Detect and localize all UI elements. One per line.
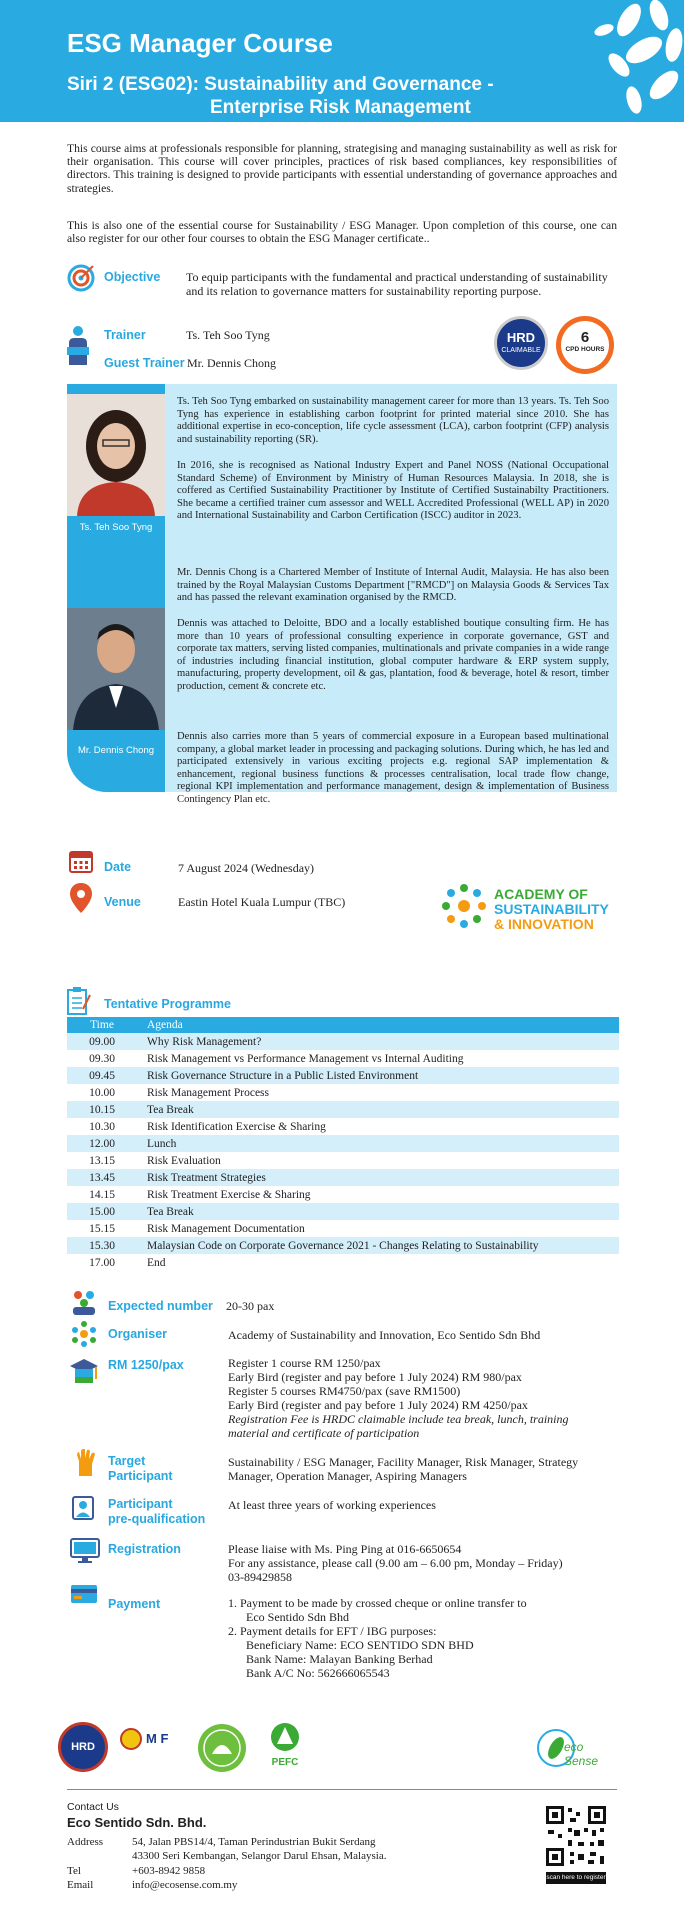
registration-line-1: Please liaise with Ms. Ping Ping at 016-6650654 [228,1542,462,1556]
dennis-chong-photo [67,608,165,730]
course-subtitle-line1: Siri 2 (ESG02): Sustainability and Governance - [67,74,494,95]
programme-header-row [67,1017,619,1033]
programme-row [67,1101,619,1118]
dennis-bio-paragraph-2: Dennis was attached to Deloitte, BDO and a locally established boutique consulting firm. He has more than 10 years of professional consulting experience in corporate governance, GST and corporate tax matters, serving listed companies, multinationals and private companies in a wide range of industries including financial institution, global computer hardware & ERP system supply, manufacturing, property development, oil & gas, plantation, food & beverage, hotel & resort, timber production, cement & concrete etc. [177,618,609,692]
course-title: ESG Manager Course [67,28,333,58]
programme-heading: Tentative Programme [104,997,231,1011]
programme-agenda-cell: Risk Management vs Performance Management vs Internal Auditing [137,1050,619,1067]
fee-line-3: Register 5 courses RM4750/pax (save RM1500) [228,1384,461,1398]
programme-agenda-cell: Malaysian Code on Corporate Governance 2021 - Changes Relating to Sustainability [137,1237,619,1254]
programme-time-cell: 15.00 [67,1203,137,1220]
email-label: Email [67,1879,94,1891]
programme-time-cell: 14.15 [67,1186,137,1203]
prequal-label-2: pre-qualification [108,1512,206,1526]
fee-line-1: Register 1 course RM 1250/pax [228,1356,381,1370]
teh-soo-tyng-caption: Ts. Teh Soo Tyng [79,522,153,533]
programme-row [67,1203,619,1220]
fee-line-4: Early Bird (register and pay before 1 July 2024) RM 4250/pax [228,1398,528,1412]
programme-time-cell: 13.15 [67,1152,137,1169]
programme-agenda-cell: Tea Break [137,1101,619,1118]
programme-row [67,1152,619,1169]
registration-monitor-icon [70,1538,100,1564]
venue-label: Venue [104,895,141,909]
fee-line-2: Early Bird (register and pay before 1 July 2024) RM 980/pax [228,1370,522,1384]
trainer-name: Ts. Teh Soo Tyng [186,328,270,342]
programme-body [67,1033,619,1271]
prequal-label-1: Participant [108,1497,173,1511]
pre-qualification-icon [70,1495,96,1521]
hrd-logo-text: HRD [71,1741,95,1753]
intro-paragraph-1: This course aims at professionals responsible for planning, strategising and managing sustainability as well as risk for their organisation. This course will cover principles, practices of risk based compliances, key responsibilities of directors. This training is designed to provide participants with essential understanding of governance approaches and strategies. [67,142,617,195]
programme-agenda-cell: Risk Management Process [137,1084,619,1101]
expected-number-label: Expected number [108,1299,213,1313]
tel-label: Tel [67,1865,81,1877]
programme-agenda-cell: Risk Treatment Strategies [137,1169,619,1186]
tel-value: +603-8942 9858 [132,1865,206,1877]
programme-row [67,1169,619,1186]
academy-line1: ACADEMY OF [494,886,588,902]
payment-line-2c: Bank Name: Malayan Banking Berhad [246,1652,433,1666]
programme-time-cell: 10.00 [67,1084,137,1101]
contact-heading: Contact Us [67,1801,119,1813]
payment-line-2d: Bank A/C No: 562666065543 [246,1666,390,1680]
organiser-label: Organiser [108,1327,168,1341]
programme-agenda-cell: Risk Governance Structure in a Public Listed Environment [137,1067,619,1084]
dennis-chong-caption: Mr. Dennis Chong [77,745,155,756]
prequal-value: At least three years of working experiences [228,1498,436,1512]
programme-agenda-cell: End [137,1254,619,1271]
programme-row [67,1237,619,1254]
footer-divider [67,1789,617,1790]
intro-paragraph-2: This is also one of the essential course for Sustainability / ESG Manager. Upon completion of this course, one can also register for our other four courses to obtain the ESG Manager certificate.. [67,219,617,246]
programme-agenda-cell: Tea Break [137,1203,619,1220]
programme-agenda-cell: Lunch [137,1135,619,1152]
programme-row [67,1033,619,1050]
programme-time-cell: 15.15 [67,1220,137,1237]
cpd-hours-badge [556,316,614,374]
programme-time-cell: 15.30 [67,1237,137,1254]
registration-line-3: 03-89429858 [228,1570,292,1584]
programme-row [67,1254,619,1271]
address-line-2: 43300 Seri Kembangan, Selangor Darul Ehsan, Malaysia. [132,1850,387,1862]
pefc-tree-icon [269,1722,301,1752]
guest-trainer-name: Mr. Dennis Chong [187,356,277,370]
programme-agenda-cell: Risk Treatment Exercise & Sharing [137,1186,619,1203]
programme-agenda-cell: Risk Management Documentation [137,1220,619,1237]
teh-soo-tyng-photo [67,394,165,516]
event-venue: Eastin Hotel Kuala Lumpur (TBC) [178,895,346,909]
pefc-logo [262,1722,308,1772]
programme-time-cell: 10.30 [67,1118,137,1135]
expected-number-value: 20-30 pax [226,1299,275,1313]
header-banner [0,0,684,122]
objective-label: Objective [104,270,161,284]
email-value[interactable]: info@ecosense.com.my [132,1879,238,1891]
raised-hand-icon [73,1449,99,1477]
fee-note: Registration Fee is HRDC claimable include tea break, lunch, training material and certificate of participation [228,1412,569,1440]
target-participant-value: Sustainability / ESG Manager, Facility Manager, Risk Manager, Strategy Manager, Operation Manager, Aspiring Managers [228,1455,579,1483]
fee-label: RM 1250/pax [108,1358,184,1372]
trainer-label: Trainer [104,328,146,342]
programme-row [67,1067,619,1084]
academy-logo-icon [440,882,488,930]
hrd-corp-logo [58,1722,108,1772]
address-label: Address [67,1836,104,1848]
graduation-cap-icon [69,1357,99,1385]
programme-row [67,1118,619,1135]
programme-row [67,1135,619,1152]
payment-line-2b: Beneficiary Name: ECO SENTIDO SDN BHD [246,1638,474,1652]
malaysia-crest-icon [120,1728,142,1750]
guest-trainer-label: Guest Trainer [104,356,185,370]
programme-row [67,1084,619,1101]
programme-row [67,1186,619,1203]
teh-bio-paragraph-2: In 2016, she is recognised as National Industry Expert and Panel NOSS (National Occupational Standard Scheme) of Environment by Ministry of Human Resources Malaysia. In 2018, she is coffered as Certified Sustainability Practitioner by Institute of Certified Sustainabilty Practitioners. She became a certified trainer cum assessor and WELL Accredited Professional (WELL AP) in 2020 and International Sustainability and Carbon Certification (ISCC) auditor in 2023. [177,460,609,522]
cpd-hours-number: 6 [580,329,590,346]
academy-line3: & INNOVATION [494,916,594,932]
dennis-bio-paragraph-1: Mr. Dennis Chong is a Chartered Member of Institute of Internal Audit, Malaysia. He has also been trained by the Royal Malaysian Customs Department ["RMCD"] on Malaysia Goods & Services Tax and has passed the relevant examination organised by the RMCD. [177,567,609,604]
programme-time-cell: 09.45 [67,1067,137,1084]
hrd-claimable-badge [494,316,548,370]
event-date: 7 August 2024 (Wednesday) [178,861,315,875]
green-certification-logo-icon [196,1722,248,1774]
pefc-logo-text: PEFC [271,1757,299,1768]
credit-card-icon [70,1584,98,1606]
organiser-icon [71,1321,97,1347]
programme-agenda-cell: Risk Evaluation [137,1152,619,1169]
hrd-badge-line1: HRD [506,330,536,345]
programme-time-cell: 09.00 [67,1033,137,1050]
academy-line2: SUSTAINABILITY [494,901,609,917]
ecosense-logo-text: eco Sense [564,1740,599,1768]
payment-line-1a: 1. Payment to be made by crossed cheque or online transfer to [228,1596,527,1610]
ecosense-logo [536,1728,616,1768]
date-label: Date [104,860,132,874]
qr-code-icon[interactable] [544,1804,608,1868]
programme-table [67,1017,619,1271]
academy-logo-text [494,887,609,932]
programme-agenda-cell: Why Risk Management? [137,1033,619,1050]
mof-logo-text: M F [146,1731,169,1746]
target-icon [67,264,95,292]
leaf-decoration-icon [544,0,684,122]
target-participant-label-1: Target [108,1454,146,1468]
qr-caption: scan here to register [546,1872,606,1884]
mof-logo [120,1728,180,1758]
programme-time-cell: 17.00 [67,1254,137,1271]
contact-company: Eco Sentido Sdn. Bhd. [67,1815,207,1830]
programme-time-cell: 12.00 [67,1135,137,1152]
clipboard-icon [67,987,91,1015]
registration-line-2: For any assistance, please call (9.00 am – 6.00 pm, Monday – Friday) [228,1556,563,1570]
agenda-column-header: Agenda [137,1017,619,1033]
cpd-hours-text: CPD HOURS [565,346,605,353]
programme-time-cell: 13.45 [67,1169,137,1186]
dennis-bio-paragraph-3: Dennis also carries more than 5 years of commercial exposure in a European based multinational company, a global market leader in processing and packaging solutions. During which, he has led and participated extensively in various exciting projects e.g. regional SAP implementation & enhancement, regional business functions & processes centralisation, local trade flow change, regional KPI implementation and performance management, design & implementation of Business Contingency Plan etc. [177,731,609,805]
programme-row [67,1220,619,1237]
course-subtitle-line2: Enterprise Risk Management [210,97,471,118]
objective-text: To equip participants with the fundamental and practical understanding of sustainability and its relation to governance matters for sustainability reporting purpose. [186,270,608,298]
programme-agenda-cell: Risk Identification Exercise & Sharing [137,1118,619,1135]
teh-bio-paragraph-1: Ts. Teh Soo Tyng embarked on sustainability management career for more than 13 years. Ts. Teh Soo Tyng has experience in establishing carbon footprint for printed material since 2010. She has additional expertise in eco-conception, life cycle assessment (LCA), carbon footprint (CFP) analysis and sustainability reporting (SR). [177,396,609,445]
payment-line-1b: Eco Sentido Sdn Bhd [246,1610,350,1624]
address-line-1: 54, Jalan PBS14/4, Taman Perindustrian Bukit Serdang [132,1836,376,1848]
hrd-badge-line2: CLAIMABLE [501,347,541,354]
organiser-value: Academy of Sustainability and Innovation, Eco Sentido Sdn Bhd [228,1328,541,1342]
calendar-icon [69,849,93,873]
programme-time-cell: 10.15 [67,1101,137,1118]
target-participant-label-2: Participant [108,1469,173,1483]
trainer-icon [67,325,89,365]
programme-time-cell: 09.30 [67,1050,137,1067]
time-column-header: Time [67,1017,137,1033]
programme-row [67,1050,619,1067]
payment-line-2a: 2. Payment details for EFT / IBG purposes: [228,1624,437,1638]
people-group-icon [71,1289,97,1315]
registration-label: Registration [108,1542,181,1556]
payment-label: Payment [108,1597,161,1611]
location-pin-icon [70,883,92,913]
